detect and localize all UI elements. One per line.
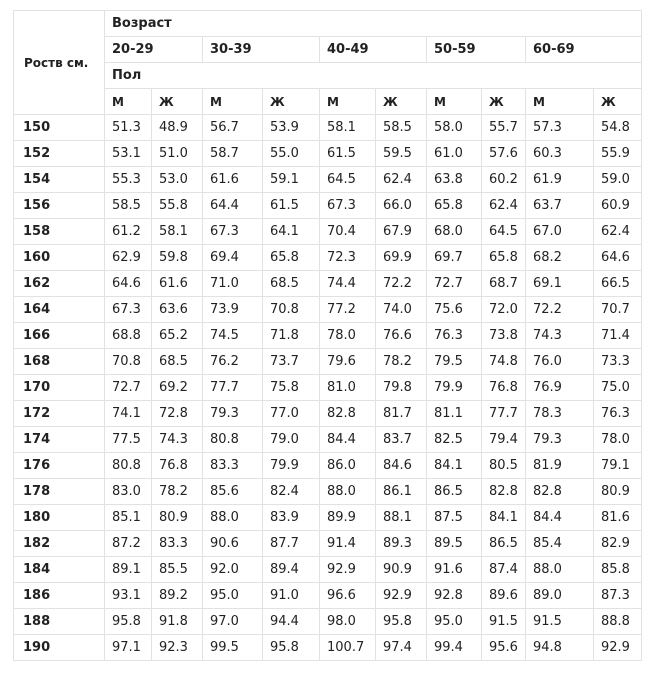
weight-cell: 88.0 [203,505,263,531]
weight-cell: 68.0 [427,219,482,245]
weight-cell: 89.4 [263,557,320,583]
weight-cell: 65.8 [427,193,482,219]
table-row [14,245,642,271]
weight-cell: 71.0 [203,271,263,297]
table-row [14,297,642,323]
weight-cell: 79.0 [263,427,320,453]
table-row [14,401,642,427]
weight-cell: 67.0 [526,219,594,245]
weight-cell: 82.4 [263,479,320,505]
weight-cell: 78.2 [376,349,427,375]
weight-cell: 92.3 [152,635,203,661]
weight-cell: 91.8 [152,609,203,635]
weight-cell: 95.0 [203,583,263,609]
weight-cell: 86.0 [320,453,376,479]
weight-cell: 58.0 [427,115,482,141]
weight-cell: 83.3 [152,531,203,557]
weight-cell: 70.8 [105,349,152,375]
weight-cell: 93.1 [105,583,152,609]
row-height-label: 180 [14,505,105,531]
row-height-label: 176 [14,453,105,479]
weight-cell: 51.0 [152,141,203,167]
weight-cell: 58.7 [203,141,263,167]
weight-cell: 87.7 [263,531,320,557]
weight-cell: 51.3 [105,115,152,141]
weight-cell: 79.9 [263,453,320,479]
weight-cell: 59.1 [263,167,320,193]
weight-cell: 55.0 [263,141,320,167]
table-row [14,531,642,557]
row-height-label: 166 [14,323,105,349]
sex-col-male: М [320,89,376,115]
weight-cell: 67.3 [203,219,263,245]
weight-cell: 60.9 [594,193,642,219]
weight-cell: 53.9 [263,115,320,141]
weight-cell: 89.6 [482,583,526,609]
weight-cell: 65.8 [263,245,320,271]
weight-cell: 79.3 [203,401,263,427]
weight-cell: 61.9 [526,167,594,193]
weight-cell: 64.4 [203,193,263,219]
weight-table-frame [13,10,641,661]
weight-cell: 80.8 [203,427,263,453]
weight-cell: 84.1 [482,505,526,531]
table-row [14,271,642,297]
weight-cell: 64.1 [263,219,320,245]
weight-cell: 86.5 [482,531,526,557]
weight-cell: 74.5 [203,323,263,349]
table-row [14,505,642,531]
weight-cell: 95.8 [376,609,427,635]
weight-cell: 62.4 [376,167,427,193]
weight-cell: 76.3 [594,401,642,427]
row-height-label: 150 [14,115,105,141]
weight-cell: 74.3 [152,427,203,453]
table-row [14,479,642,505]
row-height-label: 152 [14,141,105,167]
row-height-label: 164 [14,297,105,323]
sex-col-male: М [203,89,263,115]
weight-cell: 75.0 [594,375,642,401]
sex-col-female: Ж [263,89,320,115]
weight-cell: 70.7 [594,297,642,323]
weight-cell: 65.8 [482,245,526,271]
weight-cell: 61.5 [263,193,320,219]
weight-cell: 81.9 [526,453,594,479]
weight-cell: 59.8 [152,245,203,271]
weight-cell: 80.5 [482,453,526,479]
weight-cell: 71.8 [263,323,320,349]
weight-cell: 78.2 [152,479,203,505]
table-body [14,115,642,661]
weight-cell: 62.9 [105,245,152,271]
weight-cell: 87.4 [482,557,526,583]
table-row [14,635,642,661]
weight-cell: 79.9 [427,375,482,401]
weight-cell: 72.0 [482,297,526,323]
sex-col-male: М [105,89,152,115]
weight-cell: 95.6 [482,635,526,661]
weight-cell: 75.8 [263,375,320,401]
table-row [14,115,642,141]
table-row [14,193,642,219]
weight-cell: 89.2 [152,583,203,609]
weight-cell: 64.6 [594,245,642,271]
sex-col-female: Ж [594,89,642,115]
sex-col-female: Ж [152,89,203,115]
weight-cell: 73.3 [594,349,642,375]
row-height-label: 154 [14,167,105,193]
row-height-label: 178 [14,479,105,505]
weight-cell: 88.1 [376,505,427,531]
table-row [14,427,642,453]
weight-cell: 62.4 [594,219,642,245]
weight-cell: 71.4 [594,323,642,349]
weight-cell: 94.4 [263,609,320,635]
weight-cell: 84.4 [320,427,376,453]
weight-cell: 82.9 [594,531,642,557]
weight-cell: 80.9 [152,505,203,531]
sex-col-male: М [526,89,594,115]
corner-header: Роств см. [14,11,105,115]
weight-cell: 85.4 [526,531,594,557]
weight-cell: 92.9 [376,583,427,609]
weight-cell: 77.7 [482,401,526,427]
weight-cell: 99.4 [427,635,482,661]
weight-cell: 82.8 [526,479,594,505]
weight-cell: 74.1 [105,401,152,427]
weight-cell: 78.0 [320,323,376,349]
row-height-label: 168 [14,349,105,375]
weight-cell: 76.3 [427,323,482,349]
weight-cell: 88.8 [594,609,642,635]
weight-cell: 91.6 [427,557,482,583]
weight-cell: 91.5 [482,609,526,635]
age-group-60-69: 60-69 [526,37,642,63]
weight-cell: 90.6 [203,531,263,557]
weight-cell: 88.0 [526,557,594,583]
sex-col-female: Ж [376,89,427,115]
weight-cell: 82.5 [427,427,482,453]
weight-cell: 90.9 [376,557,427,583]
weight-cell: 81.0 [320,375,376,401]
weight-cell: 89.0 [526,583,594,609]
weight-cell: 87.2 [105,531,152,557]
table-row [14,583,642,609]
header-row-sex-label [14,63,642,89]
weight-cell: 55.3 [105,167,152,193]
weight-cell: 83.0 [105,479,152,505]
weight-cell: 81.7 [376,401,427,427]
weight-cell: 85.5 [152,557,203,583]
weight-cell: 79.1 [594,453,642,479]
weight-cell: 63.8 [427,167,482,193]
weight-cell: 72.7 [105,375,152,401]
weight-cell: 100.7 [320,635,376,661]
weight-cell: 81.6 [594,505,642,531]
weight-cell: 83.7 [376,427,427,453]
weight-cell: 80.9 [594,479,642,505]
weight-cell: 79.6 [320,349,376,375]
weight-cell: 57.3 [526,115,594,141]
row-height-label: 160 [14,245,105,271]
row-height-label: 158 [14,219,105,245]
weight-cell: 88.0 [320,479,376,505]
row-height-label: 186 [14,583,105,609]
weight-cell: 64.5 [482,219,526,245]
weight-cell: 64.6 [105,271,152,297]
weight-cell: 48.9 [152,115,203,141]
weight-cell: 59.5 [376,141,427,167]
weight-cell: 89.1 [105,557,152,583]
row-height-label: 156 [14,193,105,219]
weight-cell: 85.8 [594,557,642,583]
header-row-ages [14,37,642,63]
row-height-label: 184 [14,557,105,583]
weight-cell: 86.1 [376,479,427,505]
table-row [14,609,642,635]
weight-cell: 74.8 [482,349,526,375]
weight-cell: 92.0 [203,557,263,583]
weight-cell: 55.8 [152,193,203,219]
weight-cell: 79.3 [526,427,594,453]
weight-cell: 77.7 [203,375,263,401]
weight-cell: 61.6 [152,271,203,297]
weight-cell: 69.4 [203,245,263,271]
weight-cell: 74.4 [320,271,376,297]
weight-cell: 84.1 [427,453,482,479]
weight-cell: 72.7 [427,271,482,297]
table-row [14,141,642,167]
weight-cell: 73.8 [482,323,526,349]
weight-cell: 68.8 [105,323,152,349]
weight-cell: 70.8 [263,297,320,323]
weight-cell: 85.6 [203,479,263,505]
table-row [14,557,642,583]
weight-cell: 92.8 [427,583,482,609]
weight-cell: 97.1 [105,635,152,661]
weight-cell: 60.3 [526,141,594,167]
row-height-label: 172 [14,401,105,427]
weight-cell: 94.8 [526,635,594,661]
weight-cell: 76.8 [152,453,203,479]
weight-cell: 76.9 [526,375,594,401]
weight-cell: 64.5 [320,167,376,193]
weight-cell: 91.5 [526,609,594,635]
weight-cell: 69.1 [526,271,594,297]
weight-cell: 68.2 [526,245,594,271]
weight-cell: 61.6 [203,167,263,193]
row-height-label: 162 [14,271,105,297]
row-height-label: 188 [14,609,105,635]
table-row [14,219,642,245]
row-height-label: 170 [14,375,105,401]
weight-cell: 69.2 [152,375,203,401]
weight-cell: 76.6 [376,323,427,349]
weight-cell: 76.8 [482,375,526,401]
weight-cell: 96.6 [320,583,376,609]
table-row [14,349,642,375]
weight-cell: 78.3 [526,401,594,427]
sex-col-male: М [427,89,482,115]
age-group-50-59: 50-59 [427,37,526,63]
weight-cell: 56.7 [203,115,263,141]
weight-cell: 75.6 [427,297,482,323]
weight-cell: 77.5 [105,427,152,453]
sex-col-female: Ж [482,89,526,115]
row-height-label: 174 [14,427,105,453]
table-row [14,453,642,479]
weight-cell: 76.2 [203,349,263,375]
header-row-sex-cols [14,89,642,115]
weight-cell: 61.0 [427,141,482,167]
weight-cell: 68.5 [263,271,320,297]
weight-cell: 55.7 [482,115,526,141]
weight-cell: 84.6 [376,453,427,479]
weight-cell: 91.4 [320,531,376,557]
weight-cell: 86.5 [427,479,482,505]
weight-cell: 53.1 [105,141,152,167]
weight-cell: 95.8 [263,635,320,661]
weight-cell: 83.9 [263,505,320,531]
weight-cell: 97.0 [203,609,263,635]
weight-cell: 83.3 [203,453,263,479]
weight-cell: 89.5 [427,531,482,557]
weight-cell: 77.0 [263,401,320,427]
weight-cell: 79.5 [427,349,482,375]
weight-cell: 69.9 [376,245,427,271]
weight-cell: 72.2 [526,297,594,323]
weight-cell: 62.4 [482,193,526,219]
sex-header: Пол [105,63,642,89]
table-row [14,167,642,193]
weight-cell: 78.0 [594,427,642,453]
weight-cell: 87.5 [427,505,482,531]
weight-cell: 66.5 [594,271,642,297]
weight-cell: 60.2 [482,167,526,193]
weight-cell: 89.9 [320,505,376,531]
weight-cell: 74.3 [526,323,594,349]
table-row [14,375,642,401]
weight-cell: 63.7 [526,193,594,219]
weight-cell: 67.9 [376,219,427,245]
weight-cell: 63.6 [152,297,203,323]
weight-cell: 82.8 [320,401,376,427]
weight-cell: 98.0 [320,609,376,635]
weight-cell: 65.2 [152,323,203,349]
age-group-20-29: 20-29 [105,37,203,63]
weight-cell: 70.4 [320,219,376,245]
age-group-40-49: 40-49 [320,37,427,63]
weight-cell: 74.0 [376,297,427,323]
weight-cell: 58.5 [376,115,427,141]
weight-cell: 84.4 [526,505,594,531]
weight-cell: 54.8 [594,115,642,141]
weight-cell: 69.7 [427,245,482,271]
weight-cell: 99.5 [203,635,263,661]
weight-cell: 82.8 [482,479,526,505]
weight-cell: 77.2 [320,297,376,323]
weight-cell: 76.0 [526,349,594,375]
table-row [14,323,642,349]
weight-cell: 59.0 [594,167,642,193]
weight-cell: 58.1 [320,115,376,141]
weight-cell: 67.3 [105,297,152,323]
weight-cell: 73.7 [263,349,320,375]
weight-height-table [13,10,642,661]
weight-cell: 80.8 [105,453,152,479]
weight-cell: 73.9 [203,297,263,323]
weight-cell: 79.8 [376,375,427,401]
weight-cell: 72.2 [376,271,427,297]
weight-cell: 67.3 [320,193,376,219]
weight-cell: 57.6 [482,141,526,167]
weight-cell: 89.3 [376,531,427,557]
weight-cell: 58.1 [152,219,203,245]
weight-cell: 66.0 [376,193,427,219]
weight-cell: 87.3 [594,583,642,609]
weight-cell: 81.1 [427,401,482,427]
weight-cell: 95.0 [427,609,482,635]
weight-cell: 68.5 [152,349,203,375]
weight-cell: 85.1 [105,505,152,531]
header-row-group [14,11,642,37]
weight-cell: 61.2 [105,219,152,245]
weight-cell: 95.8 [105,609,152,635]
weight-cell: 72.3 [320,245,376,271]
weight-cell: 91.0 [263,583,320,609]
weight-cell: 55.9 [594,141,642,167]
age-group-30-39: 30-39 [203,37,320,63]
weight-cell: 92.9 [594,635,642,661]
weight-cell: 79.4 [482,427,526,453]
weight-cell: 97.4 [376,635,427,661]
row-height-label: 182 [14,531,105,557]
weight-cell: 68.7 [482,271,526,297]
weight-cell: 72.8 [152,401,203,427]
weight-cell: 61.5 [320,141,376,167]
row-height-label: 190 [14,635,105,661]
weight-cell: 53.0 [152,167,203,193]
weight-cell: 92.9 [320,557,376,583]
age-group-header: Возраст [105,11,642,37]
weight-cell: 58.5 [105,193,152,219]
